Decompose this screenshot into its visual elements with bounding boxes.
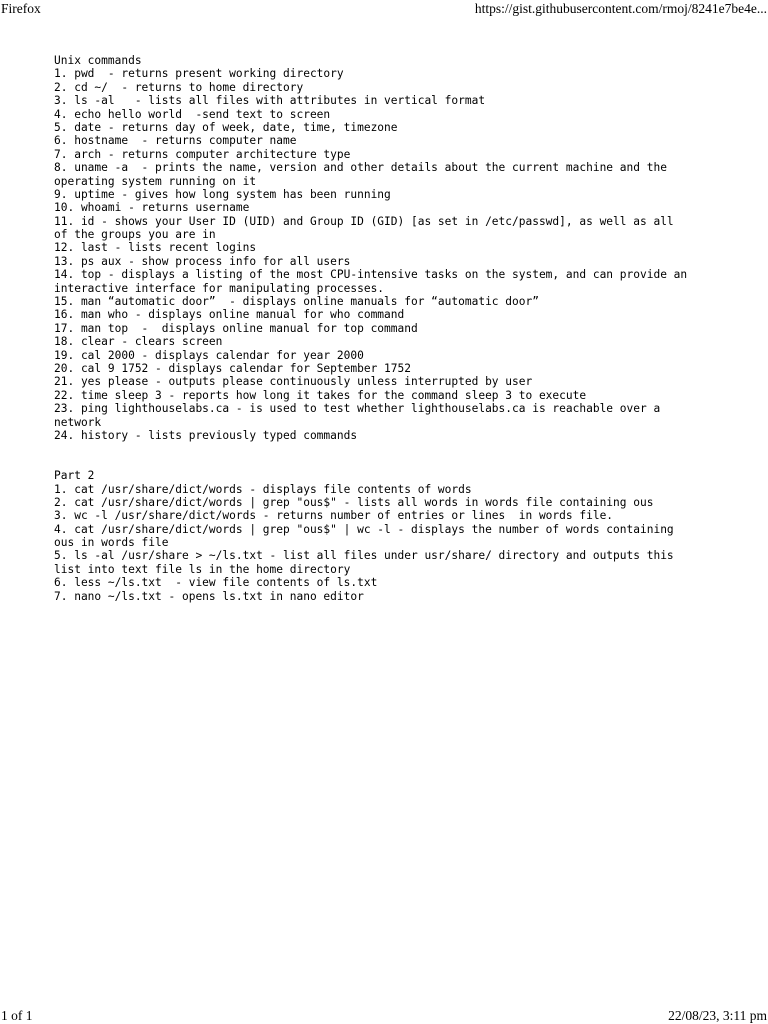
text-line: 23. ping lighthouselabs.ca - is used to test whether lighthouselabs.ca is reachable over a: [54, 402, 661, 416]
text-line: 6. less ~/ls.txt - view file contents of ls.txt: [54, 576, 378, 590]
text-line: Part 2: [54, 469, 95, 483]
text-line: 8. uname -a - prints the name, version and other details about the current machine and the: [54, 161, 667, 175]
text-line: 13. ps aux - show process info for all users: [54, 254, 351, 268]
text-line: 19. cal 2000 - displays calendar for year 2000: [54, 348, 364, 362]
page-url: https://gist.githubusercontent.com/rmoj/8241e7be4e...: [474, 1, 767, 16]
text-line: interactive interface for manipulating processes.: [54, 281, 385, 295]
text-line: 18. clear - clears screen: [54, 335, 223, 349]
text-line: 9. uptime - gives how long system has been running: [54, 187, 391, 201]
print-datetime: 22/08/23, 3:11 pm: [668, 1008, 767, 1023]
print-header: [0, 1, 768, 17]
text-line: 1. pwd - returns present working directory: [54, 67, 344, 81]
text-line: 3. wc -l /usr/share/dict/words - returns number of entries or lines in words file.: [54, 509, 614, 523]
text-line: 6. hostname - returns computer name: [54, 134, 297, 148]
text-line: [54, 442, 744, 455]
text-line: 4. echo hello world -send text to screen: [54, 107, 331, 121]
text-line: Unix commands: [54, 54, 142, 67]
text-line: 3. ls -al - lists all files with attributes in vertical format: [54, 94, 486, 108]
document-body: [54, 54, 744, 603]
text-line: list into text file ls in the home directory: [54, 562, 351, 576]
text-line: 10. whoami - returns username: [54, 201, 250, 215]
print-footer: [0, 1008, 768, 1024]
text-line: 14. top - displays a listing of the most CPU-intensive tasks on the system, and can provide an: [54, 268, 688, 282]
text-line: 5. ls -al /usr/share > ~/ls.txt - list all files under usr/share/ directory and outputs this: [54, 549, 674, 563]
text-line: 24. history - lists previously typed commands: [54, 428, 358, 442]
text-line: 20. cal 9 1752 - displays calendar for September 1752: [54, 361, 411, 375]
text-line: 22. time sleep 3 - reports how long it takes for the command sleep 3 to execute: [54, 388, 587, 402]
text-line: 17. man top - displays online manual for top command: [54, 321, 418, 335]
text-line: 1. cat /usr/share/dict/words - displays file contents of words: [54, 482, 472, 496]
text-line: 5. date - returns day of week, date, time, timezone: [54, 120, 398, 134]
text-line: 7. arch - returns computer architecture type: [54, 147, 351, 161]
text-line: network: [54, 415, 102, 429]
text-line: 7. nano ~/ls.txt - opens ls.txt in nano editor: [54, 589, 364, 603]
text-line: 16. man who - displays online manual for who command: [54, 308, 405, 322]
text-line: 2. cat /usr/share/dict/words | grep "ous$" - lists all words in words file containing ous: [54, 495, 654, 509]
text-line: 15. man “automatic door” - displays online manuals for “automatic door”: [54, 295, 539, 309]
page-count: 1 of 1: [1, 1008, 33, 1023]
text-line: 4. cat /usr/share/dict/words | grep "ous$" | wc -l - displays the number of words containing: [54, 522, 674, 536]
text-line: 12. last - lists recent logins: [54, 241, 257, 255]
text-line: ous in words file: [54, 536, 169, 550]
text-line: 21. yes please - outputs please continuously unless interrupted by user: [54, 375, 533, 389]
text-line: of the groups you are in: [54, 228, 216, 242]
text-line: operating system running on it: [54, 174, 257, 188]
text-line: 11. id - shows your User ID (UID) and Group ID (GID) [as set in /etc/passwd], as well as all: [54, 214, 674, 228]
text-line: [54, 456, 744, 469]
browser-title: Firefox: [1, 1, 41, 16]
text-line: 2. cd ~/ - returns to home directory: [54, 80, 304, 94]
